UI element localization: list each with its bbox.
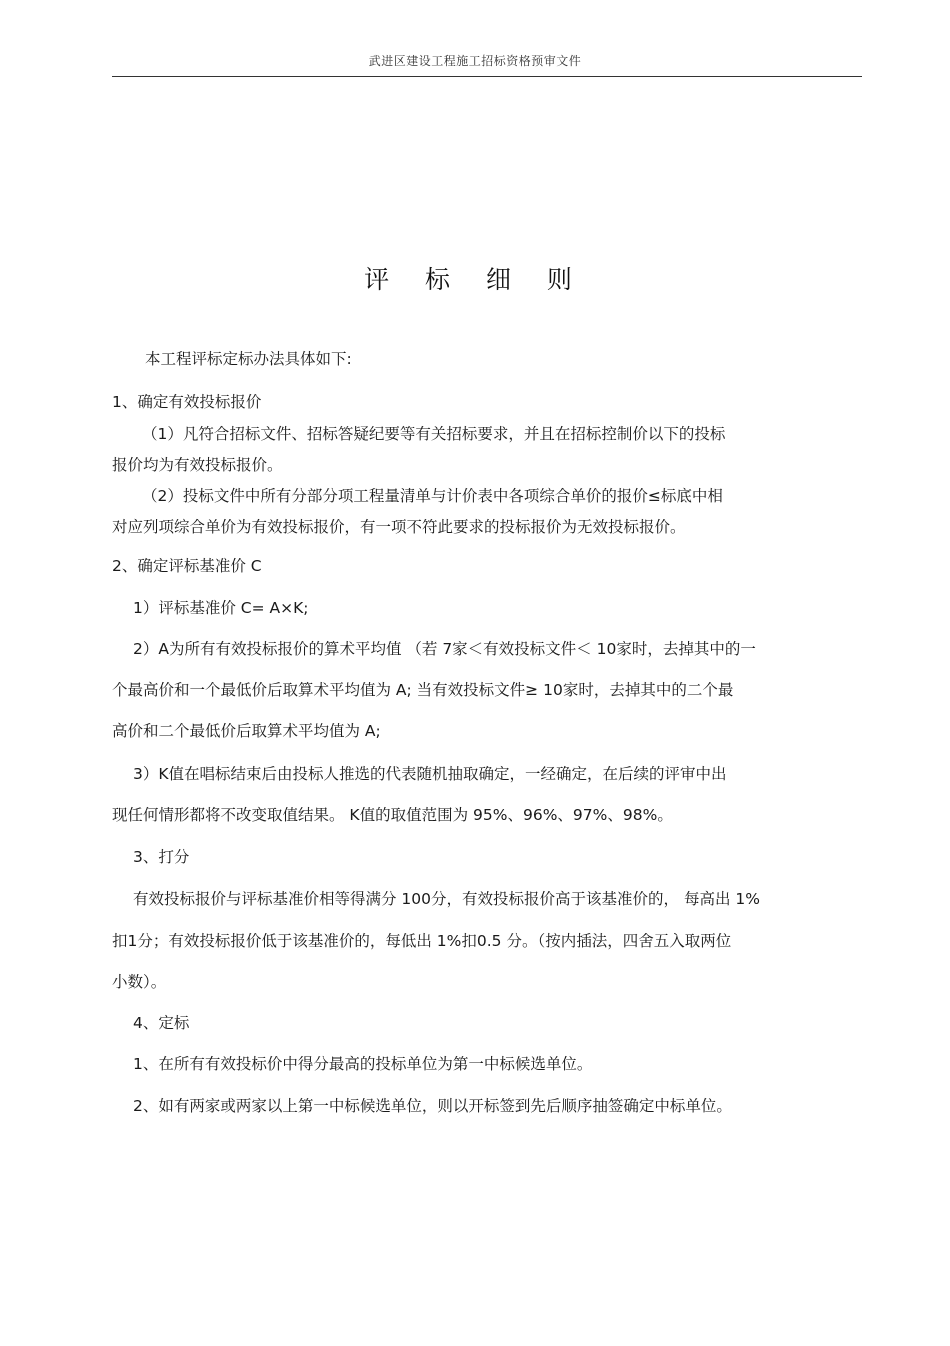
intro-text: 本工程评标定标办法具体如下: bbox=[145, 350, 352, 368]
section-1-paragraph-1-line-2: 报价均为有效投标报价。 bbox=[112, 456, 283, 474]
section-2-heading: 2、确定评标基准价 C bbox=[112, 557, 262, 575]
section-2-item-3-line-1: 3）K值在唱标结束后由投标人推选的代表随机抽取确定，一经确定，在后续的评审中出 bbox=[133, 765, 727, 783]
section-1-paragraph-1-line-1: （1）凡符合招标文件、招标答疑纪要等有关招标要求，并且在招标控制价以下的投标 bbox=[142, 425, 726, 443]
section-1-paragraph-2-line-1: （2）投标文件中所有分部分项工程量清单与计价表中各项综合单价的报价≤标底中相 bbox=[142, 487, 723, 505]
section-4-heading: 4、定标 bbox=[133, 1014, 190, 1032]
section-1-heading: 1、确定有效投标报价 bbox=[112, 393, 262, 411]
section-1-paragraph-2-line-2: 对应列项综合单价为有效投标报价，有一项不符此要求的投标报价为无效投标报价。 bbox=[112, 518, 686, 536]
section-2-item-2-line-2: 个最高价和一个最低价后取算术平均值为 A; 当有效投标文件≥ 10家时，去掉其中的二个最 bbox=[112, 681, 734, 699]
section-3-line-1: 有效投标报价与评标基准价相等得满分 100分，有效投标报价高于该基准价的， 每高出 1% bbox=[133, 890, 760, 908]
page-title: 评 标 细 则 bbox=[364, 265, 586, 294]
section-2-item-3-line-2: 现任何情形都将不改变取值结果。 K值的取值范围为 95%、96%、97%、98%。 bbox=[112, 806, 673, 824]
page-header: 武进区建设工程施工招标资格预审文件 bbox=[368, 54, 582, 68]
section-3-line-2: 扣1分；有效投标报价低于该基准价的，每低出 1%扣0.5 分。（按内插法，四舍五入取两位 bbox=[112, 932, 732, 950]
section-2-item-2-line-1: 2）A为所有有效投标报价的算术平均值 （若 7家＜有效投标文件＜ 10家时，去掉其中的一 bbox=[133, 640, 756, 658]
section-2-item-2-line-3: 高价和二个最低价后取算术平均值为 A; bbox=[112, 722, 381, 740]
section-3-line-3: 小数）。 bbox=[112, 973, 167, 991]
section-4-item-2: 2、如有两家或两家以上第一中标候选单位，则以开标签到先后顺序抽签确定中标单位。 bbox=[133, 1097, 732, 1115]
section-3-heading: 3、打分 bbox=[133, 848, 190, 866]
section-2-item-1: 1）评标基准价 C= A×K; bbox=[133, 599, 309, 617]
header-rule bbox=[112, 76, 862, 77]
section-4-item-1: 1、在所有有效投标价中得分最高的投标单位为第一中标候选单位。 bbox=[133, 1055, 593, 1073]
